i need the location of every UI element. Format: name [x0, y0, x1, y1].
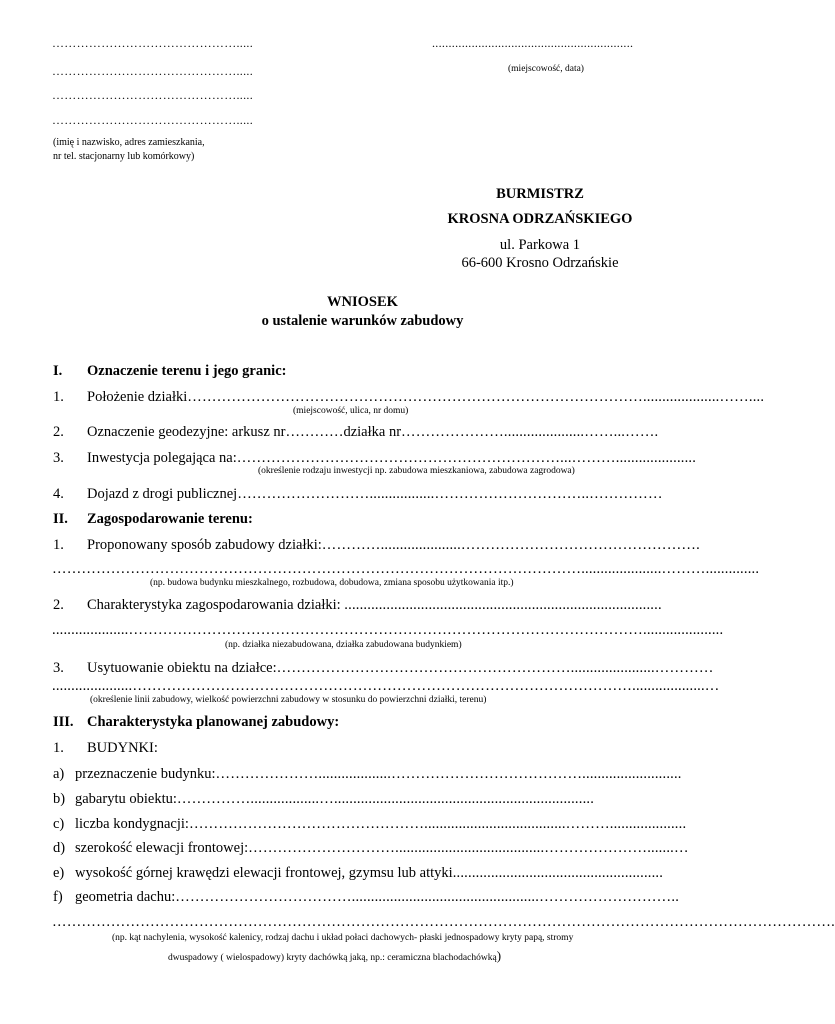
s2-item-1-number: 1. — [53, 537, 64, 553]
s1-item-1-number: 1. — [53, 389, 64, 405]
s3-item-a-dots[interactable]: …………………...................………………………………….......................... — [215, 766, 682, 782]
s2-item-2-field[interactable] — [87, 597, 662, 614]
s3-caption-2-end: ) — [496, 948, 502, 963]
s3-item-c-label: liczba kondygnacji: — [75, 816, 189, 832]
applicant-caption-2: nr tel. stacjonarny lub komórkowy) — [53, 151, 195, 162]
addressee-title-2: KROSNA ODRZAŃSKIEGO — [447, 211, 633, 227]
addressee-city: 66-600 Krosno Odrzańskie — [461, 255, 619, 271]
s1-item-2-field[interactable] — [87, 424, 659, 441]
s3-caption-2 — [168, 948, 501, 964]
applicant-line-3[interactable]: ………………………………………..... — [52, 88, 253, 102]
s3-item-d-label: szerokość elewacji frontowej: — [75, 840, 249, 856]
s3-item-a-label: przeznaczenie budynku: — [75, 766, 216, 782]
s3-item-f-letter: f) — [53, 889, 63, 905]
s1-item-2-dots[interactable]: ………………….....................……...……. — [401, 424, 659, 440]
s3-item-a-letter: a) — [53, 766, 65, 782]
s1-item-3-caption: (określenie rodzaju inwestycji np. zabudowa mieszkaniowa, zabudowa zagrodowa) — [258, 466, 575, 476]
s2-item-2-cont-dots[interactable]: ....................……………………………………………………………………………………………..................... — [52, 622, 724, 638]
section-1-number: I. — [53, 363, 63, 379]
section-2-number: II. — [53, 511, 68, 527]
s1-item-3-field[interactable] — [87, 450, 697, 467]
s1-item-2-label: Oznaczenie geodezyjne: arkusz nr…………działka nr — [87, 424, 402, 440]
s3-item-f-dots[interactable]: ……………………………….................................................……………………….. — [175, 889, 680, 905]
s1-item-1-caption: (miejscowość, ulica, nr domu) — [293, 406, 409, 416]
s3-item-b-label: gabarytu obiektu: — [75, 791, 177, 807]
s2-item-1-label: Proponowany sposób zabudowy działki: — [87, 537, 322, 553]
s3-sub-number: 1. — [53, 740, 64, 756]
s3-sub-label: BUDYNKI: — [87, 740, 158, 756]
s1-item-2-number: 2. — [53, 424, 64, 440]
s1-item-3-label: Inwestycja polegająca na: — [87, 450, 237, 466]
s2-item-3-continuation[interactable] — [52, 678, 720, 695]
s3-item-c-dots[interactable]: ………………………………………….....................................……….................... — [188, 816, 687, 832]
s2-item-3-caption: (określenie linii zabudowy, wielkość powierzchni zabudowy w stosunku do powierzchni działki, terenu) — [90, 695, 487, 705]
s3-item-d-letter: d) — [53, 840, 66, 856]
s2-item-1-dots[interactable]: ………….....................…………………………………………. — [321, 537, 700, 553]
s2-item-1-continuation[interactable] — [52, 561, 760, 578]
s3-item-e-field[interactable] — [75, 865, 664, 882]
s2-item-3-number: 3. — [53, 660, 64, 676]
s3-item-d-dots[interactable]: ………………………….......................................………………….......… — [248, 840, 689, 856]
s2-item-3-cont-dots[interactable]: .....................…………………………………………………………………………………………...................… — [52, 678, 720, 694]
s1-item-3-number: 3. — [53, 450, 64, 466]
s2-item-3-field[interactable] — [87, 660, 714, 677]
addressee-title-1: BURMISTRZ — [496, 186, 584, 202]
s1-item-4-label: Dojazd z drogi publicznej — [87, 486, 238, 502]
document-subtitle: o ustalenie warunków zabudowy — [261, 313, 464, 329]
s1-item-1-dots[interactable]: …………………………………………………………………………………....................…….... — [187, 389, 765, 405]
section-2-heading: Zagospodarowanie terenu: — [87, 511, 253, 527]
s3-item-b-letter: b) — [53, 791, 66, 807]
s2-item-3-dots[interactable]: ……………………………………………………......................………… — [276, 660, 714, 676]
addressee-street: ul. Parkowa 1 — [499, 237, 581, 253]
s2-item-1-field[interactable] — [87, 537, 700, 554]
section-3-number: III. — [53, 714, 74, 730]
s2-item-2-dots[interactable]: ................................................................................... — [344, 597, 662, 613]
place-date-caption: (miejscowość, data) — [508, 64, 584, 74]
s3-item-b-field[interactable] — [75, 791, 653, 808]
s1-item-1-field[interactable] — [87, 389, 765, 406]
s3-item-c-letter: c) — [53, 816, 65, 832]
s3-continuation[interactable] — [52, 914, 835, 931]
s2-item-2-number: 2. — [53, 597, 64, 613]
s3-item-b-dots[interactable]: ……………..................….................................................................... — [176, 791, 595, 807]
s2-item-2-caption: (np. działka niezabudowana, działka zabudowana budynkiem) — [225, 640, 462, 650]
s1-item-1-label: Położenie działki — [87, 389, 188, 405]
s3-item-f-field[interactable] — [75, 889, 680, 906]
s3-item-c-field[interactable] — [75, 816, 687, 833]
s3-item-d-field[interactable] — [75, 840, 689, 857]
section-1-heading: Oznaczenie terenu i jego granic: — [87, 363, 287, 379]
document-title: WNIOSEK — [327, 294, 398, 310]
s1-item-4-dots[interactable]: ……………………….................…………………………..…………… — [237, 486, 663, 502]
s3-item-a-field[interactable] — [75, 766, 682, 783]
s3-caption-1: (np. kąt nachylenia, wysokość kalenicy, rodzaj dachu i układ połaci dachowych- płaski jednospadowy kryty papą, stromy — [112, 933, 574, 943]
place-date-line[interactable]: ............................................................. — [432, 36, 634, 50]
section-3-heading: Charakterystyka planowanej zabudowy: — [87, 714, 340, 730]
s1-item-4-number: 4. — [53, 486, 64, 502]
s2-item-2-label: Charakterystyka zagospodarowania działki: — [87, 597, 345, 613]
s3-caption-2-text: dwuspadowy ( wielospadowy) kryty dachówką jaką, np.: ceramiczna blachodachówką — [168, 953, 497, 963]
s3-item-f-label: geometria dachu: — [75, 889, 176, 905]
s1-item-3-dots[interactable]: …………………………………………………………...………..................... — [236, 450, 697, 466]
s2-item-2-continuation[interactable] — [52, 622, 724, 639]
applicant-line-1[interactable]: ………………………………………..... — [52, 36, 253, 50]
s2-item-1-caption: (np. budowa budynku mieszkalnego, rozbudowa, dobudowa, zmiana sposobu użytkowania itp.) — [150, 578, 514, 588]
s2-item-1-cont-dots[interactable]: ……………………………………………………………………………………………….....................……….............. — [52, 561, 760, 577]
s3-item-e-dots[interactable]: ....................................................... — [452, 865, 664, 881]
applicant-caption-1: (imię i nazwisko, adres zamieszkania, — [53, 137, 205, 148]
s1-item-4-field[interactable] — [87, 486, 663, 503]
s3-cont-dots[interactable]: ……………………………………………………………………………………………………………………………………………. — [52, 914, 835, 930]
s2-item-3-label: Usytuowanie obiektu na działce: — [87, 660, 277, 676]
applicant-line-2[interactable]: ………………………………………..... — [52, 64, 253, 78]
s3-item-e-letter: e) — [53, 865, 65, 881]
s3-item-e-label: wysokość górnej krawędzi elewacji frontowej, gzymsu lub attyki — [75, 865, 453, 881]
applicant-line-4[interactable]: ………………………………………..... — [52, 113, 253, 127]
